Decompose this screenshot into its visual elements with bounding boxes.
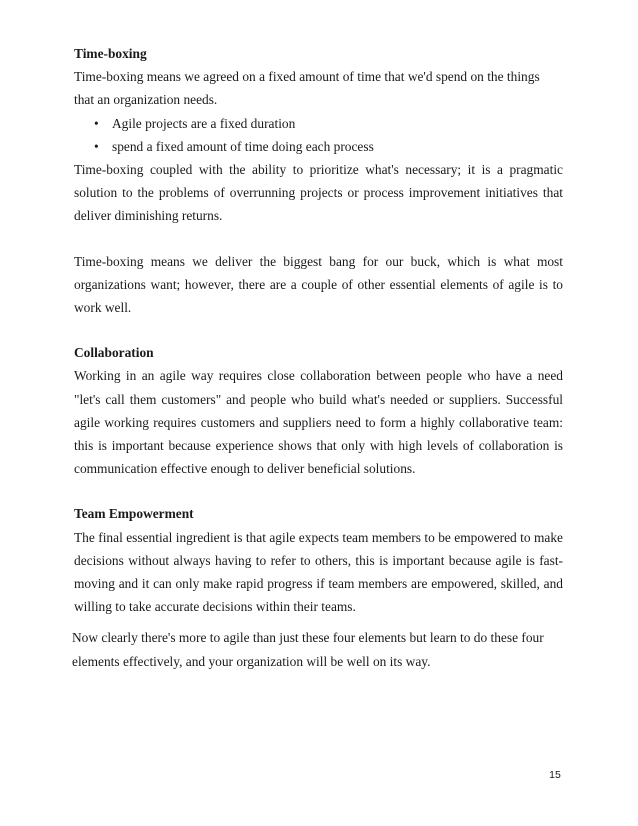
bullet-text: Agile projects are a fixed duration — [112, 115, 296, 131]
heading-collaboration: Collaboration — [74, 345, 154, 361]
closing-paragraph: Now clearly there's more to agile than just these four elements but learn to do these four elements effectively, and your organization will be well on its way. — [72, 630, 544, 670]
section-spacer — [74, 480, 563, 502]
bullet-text: spend a fixed amount of time doing each process — [112, 138, 374, 154]
timeboxing-bullet-list — [74, 112, 563, 158]
heading-team-empowerment: Team Empowerment — [74, 506, 194, 522]
list-item — [94, 135, 563, 158]
collaboration-paragraph: Working in an agile way requires close collaboration between people who have a need "let's call them customers" and people who build what's needed or suppliers. Successful agile working requires customers and suppliers need to form a highly collaborative team: this is important because experience shows that only with high levels of collaboration is communication effective enough to deliver beneficial solutions. — [74, 368, 563, 477]
bullet-icon: • — [94, 115, 99, 131]
timeboxing-paragraph-1: Time-boxing coupled with the ability to prioritize what's necessary; it is a pragmatic solution to the problems of overrunning projects or process improvement initiatives that deliver diminishing returns. — [74, 162, 563, 224]
page-content — [74, 42, 563, 674]
page-number: 15 — [549, 769, 561, 781]
timeboxing-intro: Time-boxing means we agreed on a fixed amount of time that we'd spend on the things that an organization needs. — [74, 69, 540, 108]
paragraph-spacer — [74, 228, 563, 250]
section-spacer — [74, 319, 563, 341]
timeboxing-paragraph-2: Time-boxing means we deliver the biggest bang for our buck, which is what most organizations want; however, there are a couple of other essential elements of agile is to work well. — [74, 253, 563, 316]
heading-timeboxing: Time-boxing — [74, 46, 147, 61]
empowerment-paragraph: The final essential ingredient is that agile expects team members to be empowered to make decisions without always having to refer to others, this is important because agile is fast-moving and it can only make rapid progress if team members are empowered, skilled, and willing to take accurate decisions within their teams. — [74, 529, 563, 615]
bullet-icon: • — [94, 138, 99, 154]
list-item — [94, 112, 563, 135]
